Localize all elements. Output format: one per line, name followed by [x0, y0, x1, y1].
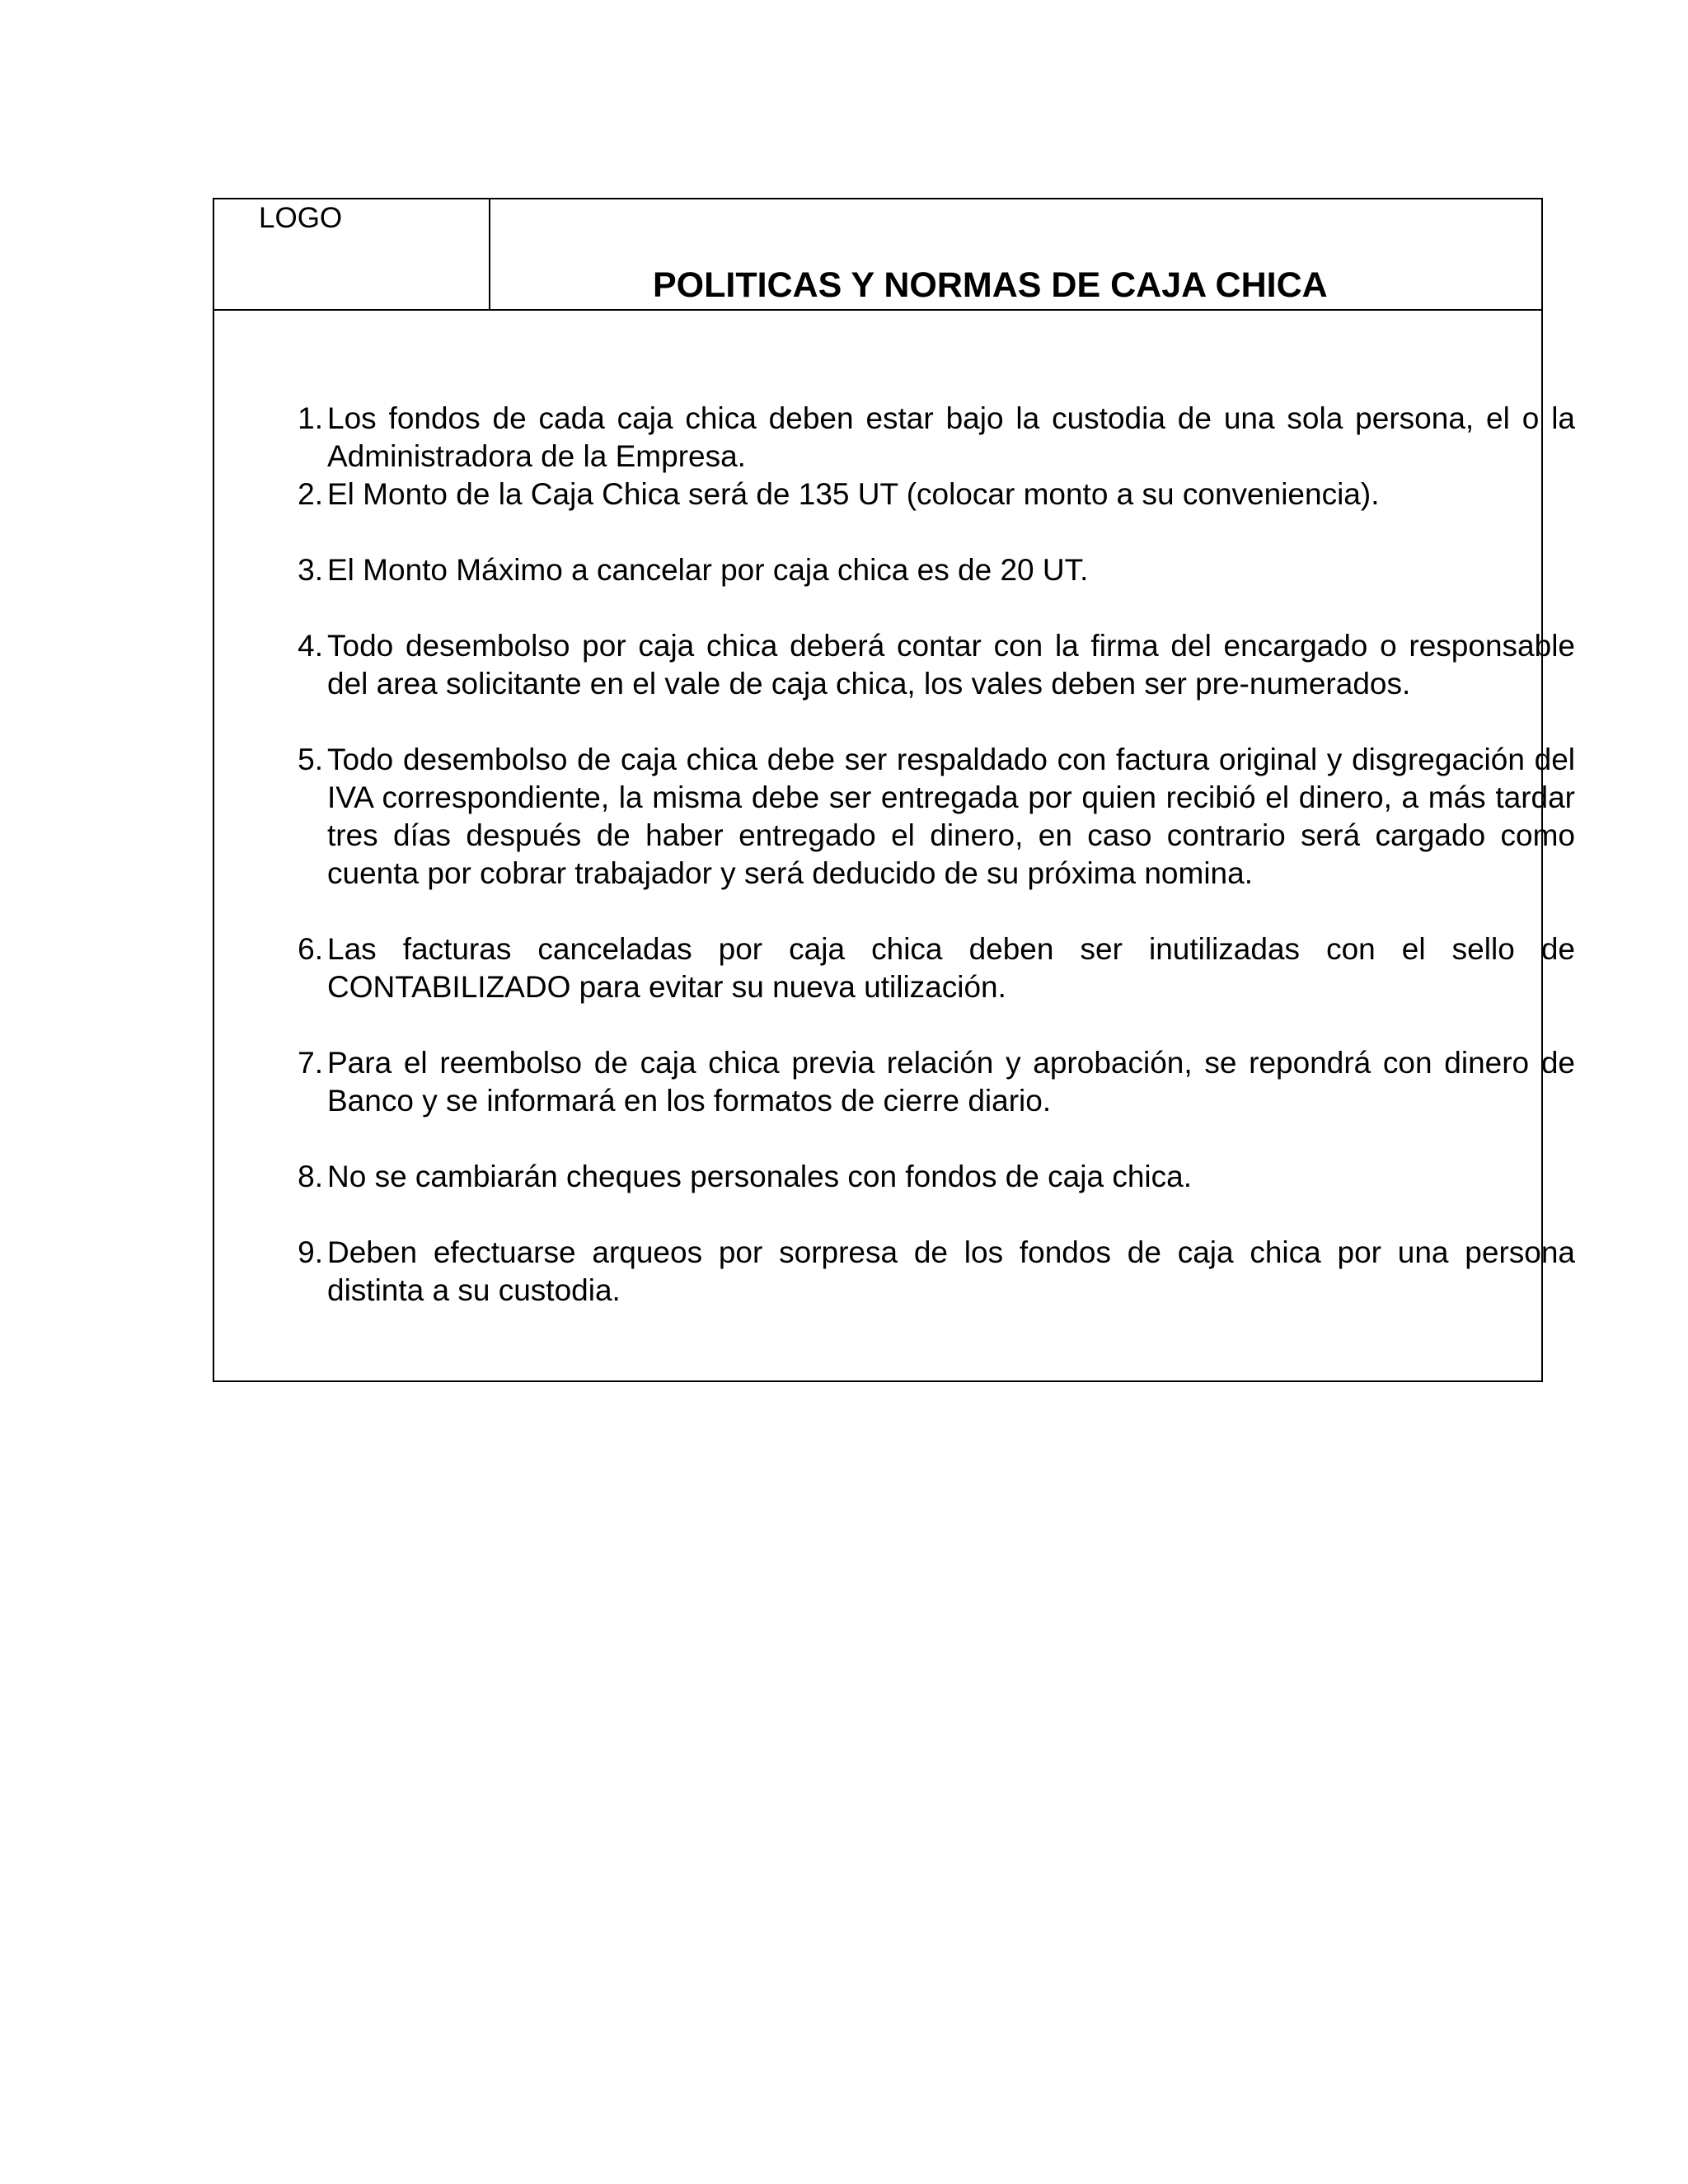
document-title: POLITICAS Y NORMAS DE CAJA CHICA	[653, 265, 1328, 305]
policy-text: Deben efectuarse arqueos por sorpresa de los fondos de caja chica por una persona distinta a su custodia.	[327, 1235, 1575, 1307]
policy-item	[214, 930, 1575, 1006]
policy-item	[214, 476, 1541, 513]
policy-table	[213, 198, 1575, 1382]
policy-number: 4.	[298, 629, 323, 663]
policy-item	[214, 627, 1575, 703]
policy-text: No se cambiarán cheques personales con fondos de caja chica.	[327, 1160, 1192, 1193]
policy-number: 6.	[298, 932, 323, 966]
policy-number: 5.	[298, 743, 323, 776]
policy-list	[214, 400, 1575, 1347]
policy-text: El Monto de la Caja Chica será de 135 UT (colocar monto a su conveniencia).	[327, 477, 1380, 511]
policy-item	[214, 741, 1575, 893]
policy-item	[214, 551, 1541, 589]
policy-number: 1.	[298, 401, 323, 435]
policy-text: Todo desembolso por caja chica deberá contar con la firma del encargado o responsable del area solicitante en el vale de caja chica, los vales deben ser pre-numerados.	[327, 629, 1575, 701]
policy-text: Todo desembolso de caja chica debe ser respaldado con factura original y disgregación del IVA correspondiente, la misma debe ser entregada por quien recibió el dinero, a más tardar tres días después de haber entregado el dinero, en caso contrario será cargado como cuenta por cobrar trabajador y será deducido de su próxima nomina.	[327, 743, 1575, 890]
policy-number: 7.	[298, 1046, 323, 1080]
logo-cell	[214, 199, 490, 309]
policy-text: El Monto Máximo a cancelar por caja chica es de 20 UT.	[327, 553, 1089, 587]
header-row	[214, 199, 1541, 311]
policy-item	[214, 400, 1575, 476]
policy-text: Para el reembolso de caja chica previa relación y aprobación, se repondrá con dinero de Banco y se informará en los formatos de cierre diario.	[327, 1046, 1575, 1118]
policy-number: 8.	[298, 1160, 323, 1193]
policy-number: 2.	[298, 477, 323, 511]
policy-text: Las facturas canceladas por caja chica deben ser inutilizadas con el sello de CONTABILIZADO para evitar su nueva utilización.	[327, 932, 1575, 1004]
policy-item	[214, 1044, 1575, 1120]
policy-number: 9.	[298, 1235, 323, 1269]
title-cell	[490, 199, 1541, 309]
policy-text: Los fondos de cada caja chica deben estar bajo la custodia de una sola persona, el o la Administradora de la Empresa.	[327, 401, 1575, 473]
policy-item	[214, 1158, 1541, 1196]
policy-item	[214, 1234, 1575, 1310]
policy-number: 3.	[298, 553, 323, 587]
logo-placeholder: LOGO	[259, 202, 343, 234]
